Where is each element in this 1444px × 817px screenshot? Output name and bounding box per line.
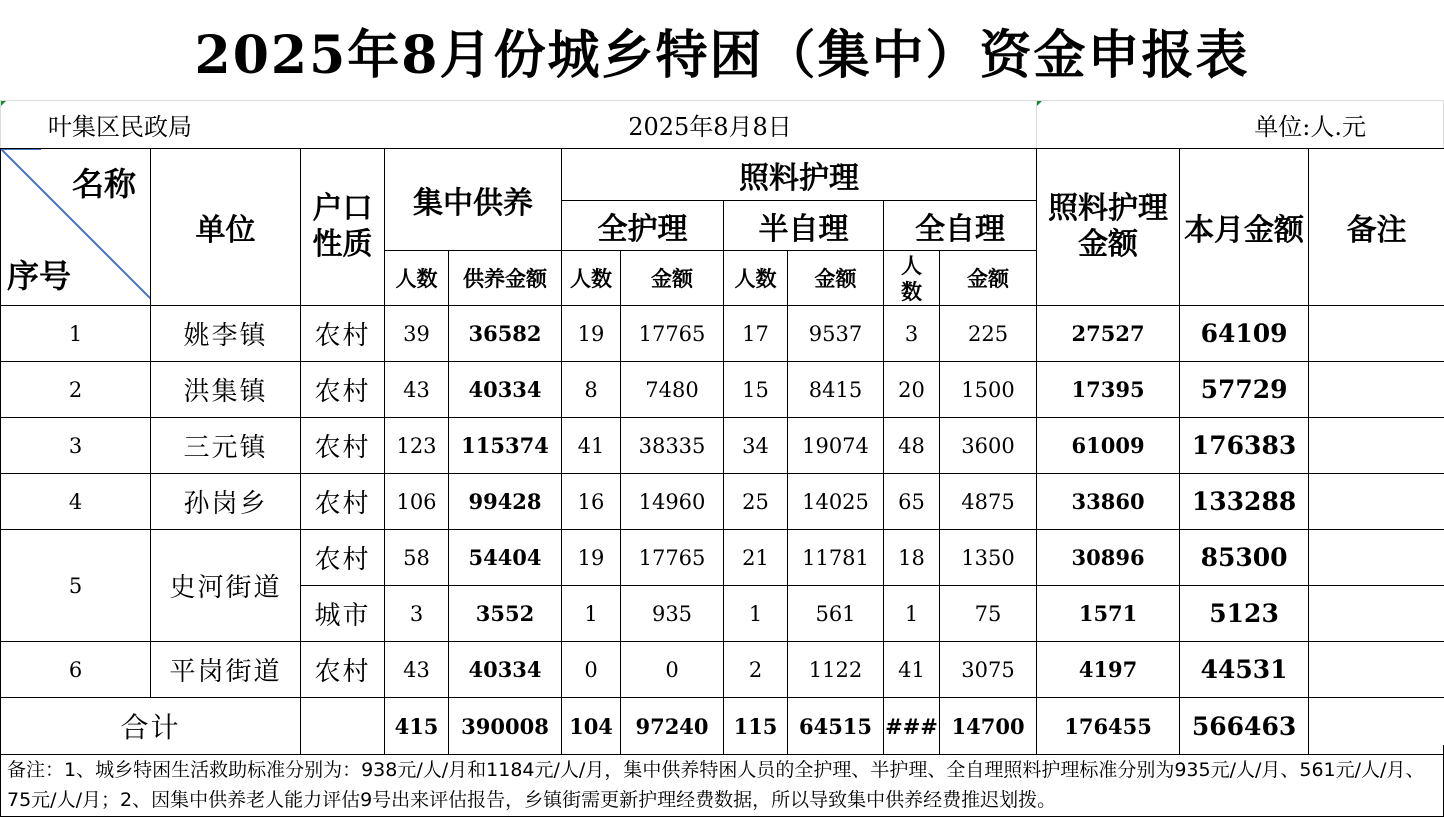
total-label: 合计: [1, 698, 301, 755]
col-full-self: 全自理: [884, 201, 1037, 251]
row-unit: 史河街道: [151, 530, 301, 642]
row-remark: [1309, 586, 1444, 642]
table-row: [1, 642, 1444, 698]
header-corner: [1, 149, 151, 306]
row-support: 115374: [449, 418, 562, 474]
row-care-amount: 1571: [1037, 586, 1180, 642]
row-unit: 三元镇: [151, 418, 301, 474]
row-type: 农村: [301, 418, 385, 474]
row-type: 农村: [301, 530, 385, 586]
row-count: 39: [385, 306, 449, 362]
row-unit: 姚李镇: [151, 306, 301, 362]
row-fc-count: 1: [562, 586, 621, 642]
row-ss-count: 1: [724, 586, 788, 642]
row-month-amount: 85300: [1180, 530, 1309, 586]
col-count: 人 数: [884, 251, 940, 306]
row-remark: [1309, 306, 1444, 362]
row-ss-amount: 1122: [788, 642, 884, 698]
row-fc-count: 19: [562, 530, 621, 586]
report-title: 2025年8月份城乡特困（集中）资金申报表: [0, 0, 1444, 101]
total-month-amount: 566463: [1180, 698, 1309, 755]
col-unit: 单位: [151, 149, 301, 306]
col-count: 人数: [562, 251, 621, 306]
report-date: 2025年8月8日: [628, 113, 792, 141]
row-support: 36582: [449, 306, 562, 362]
row-type: 农村: [301, 642, 385, 698]
total-fs-amount: 14700: [940, 698, 1037, 755]
row-no: 3: [1, 418, 151, 474]
total-ss-count: 115: [724, 698, 788, 755]
row-remark: [1309, 530, 1444, 586]
col-amount: 金额: [621, 251, 724, 306]
row-fs-count: 48: [884, 418, 940, 474]
table-row: [1, 530, 1444, 586]
row-remark: [1309, 362, 1444, 418]
row-support: 3552: [449, 586, 562, 642]
row-month-amount: 57729: [1180, 362, 1309, 418]
row-fs-count: 18: [884, 530, 940, 586]
row-fc-amount: 0: [621, 642, 724, 698]
col-count: 人数: [385, 251, 449, 306]
row-care-amount: 33860: [1037, 474, 1180, 530]
row-fc-count: 41: [562, 418, 621, 474]
col-month-amount: 本月金额: [1180, 149, 1309, 306]
row-type: 农村: [301, 306, 385, 362]
row-type: 城市: [301, 586, 385, 642]
row-fc-amount: 17765: [621, 306, 724, 362]
col-amount: 金额: [940, 251, 1037, 306]
row-care-amount: 17395: [1037, 362, 1180, 418]
total-fc-count: 104: [562, 698, 621, 755]
row-ss-count: 34: [724, 418, 788, 474]
row-fc-count: 16: [562, 474, 621, 530]
row-support: 40334: [449, 642, 562, 698]
row-fc-amount: 14960: [621, 474, 724, 530]
row-unit: 孙岗乡: [151, 474, 301, 530]
col-care: 照料护理: [562, 149, 1037, 201]
corner-seq-label: 序号: [7, 257, 72, 295]
row-fs-amount: 1500: [940, 362, 1037, 418]
row-fs-count: 65: [884, 474, 940, 530]
row-care-amount: 4197: [1037, 642, 1180, 698]
total-fs-count: ###: [884, 698, 940, 755]
row-ss-count: 25: [724, 474, 788, 530]
row-month-amount: 176383: [1180, 418, 1309, 474]
col-remarks: 备注: [1309, 149, 1444, 306]
row-count: 3: [385, 586, 449, 642]
row-ss-amount: 19074: [788, 418, 884, 474]
unit-label: 单位:人.元: [1254, 113, 1366, 141]
row-fs-count: 20: [884, 362, 940, 418]
row-unit: 洪集镇: [151, 362, 301, 418]
row-no: 2: [1, 362, 151, 418]
row-fc-count: 19: [562, 306, 621, 362]
total-fc-amount: 97240: [621, 698, 724, 755]
total-support: 390008: [449, 698, 562, 755]
row-fs-amount: 225: [940, 306, 1037, 362]
org-name: 叶集区民政局: [48, 113, 192, 141]
row-type: 农村: [301, 362, 385, 418]
row-no: 6: [1, 642, 151, 698]
row-unit: 平岗街道: [151, 642, 301, 698]
total-count: 415: [385, 698, 449, 755]
total-ss-amount: 64515: [788, 698, 884, 755]
row-ss-count: 15: [724, 362, 788, 418]
row-fc-amount: 38335: [621, 418, 724, 474]
total-care-amount: 176455: [1037, 698, 1180, 755]
corner-name-label: 名称: [71, 165, 136, 203]
row-fc-count: 8: [562, 362, 621, 418]
row-month-amount: 64109: [1180, 306, 1309, 362]
table-row: [1, 306, 1444, 362]
row-ss-amount: 561: [788, 586, 884, 642]
row-fs-count: 41: [884, 642, 940, 698]
row-fs-amount: 1350: [940, 530, 1037, 586]
row-count: 58: [385, 530, 449, 586]
row-ss-amount: 11781: [788, 530, 884, 586]
col-support-amount: 供养金额: [449, 251, 562, 306]
table-row: [1, 418, 1444, 474]
row-ss-count: 21: [724, 530, 788, 586]
col-centralized: 集中供养: [385, 149, 562, 251]
row-ss-amount: 14025: [788, 474, 884, 530]
footnote: 备注：1、城乡特困生活救助标准分别为：938元/人/月和1184元/人/月，集中供养特困人员的全护理、半护理、全自理照料护理标准分别为935元/人/月、561元/人/月、75元/人/月；2、因集中供养老人能力评估9号出来评估报告，乡镇街需更新护理经费数据，所以导致集中供养经费推迟划拨。: [0, 745, 1444, 817]
row-count: 123: [385, 418, 449, 474]
row-fs-amount: 3075: [940, 642, 1037, 698]
row-fs-amount: 4875: [940, 474, 1037, 530]
row-fc-amount: 935: [621, 586, 724, 642]
row-fs-count: 1: [884, 586, 940, 642]
row-month-amount: 5123: [1180, 586, 1309, 642]
row-month-amount: 133288: [1180, 474, 1309, 530]
table-row: [1, 362, 1444, 418]
row-remark: [1309, 642, 1444, 698]
row-ss-count: 17: [724, 306, 788, 362]
row-ss-count: 2: [724, 642, 788, 698]
col-hukou: 户口 性质: [301, 149, 385, 306]
row-no: 4: [1, 474, 151, 530]
row-support: 54404: [449, 530, 562, 586]
row-count: 43: [385, 642, 449, 698]
row-ss-amount: 8415: [788, 362, 884, 418]
col-care-amount: 照料护理 金额: [1037, 149, 1180, 306]
row-count: 43: [385, 362, 449, 418]
row-no: 5: [1, 530, 151, 642]
row-support: 40334: [449, 362, 562, 418]
row-fc-amount: 17765: [621, 530, 724, 586]
row-fs-count: 3: [884, 306, 940, 362]
report-table: [0, 148, 1444, 755]
row-no: 1: [1, 306, 151, 362]
row-support: 99428: [449, 474, 562, 530]
row-month-amount: 44531: [1180, 642, 1309, 698]
col-amount: 金额: [788, 251, 884, 306]
row-count: 106: [385, 474, 449, 530]
row-remark: [1309, 418, 1444, 474]
row-ss-amount: 9537: [788, 306, 884, 362]
row-type: 农村: [301, 474, 385, 530]
row-care-amount: 27527: [1037, 306, 1180, 362]
row-care-amount: 61009: [1037, 418, 1180, 474]
col-count: 人数: [724, 251, 788, 306]
row-care-amount: 30896: [1037, 530, 1180, 586]
row-fc-amount: 7480: [621, 362, 724, 418]
table-row: [1, 474, 1444, 530]
col-full-care: 全护理: [562, 201, 724, 251]
row-fc-count: 0: [562, 642, 621, 698]
row-remark: [1309, 474, 1444, 530]
row-fs-amount: 3600: [940, 418, 1037, 474]
col-semi-self: 半自理: [724, 201, 884, 251]
row-fs-amount: 75: [940, 586, 1037, 642]
